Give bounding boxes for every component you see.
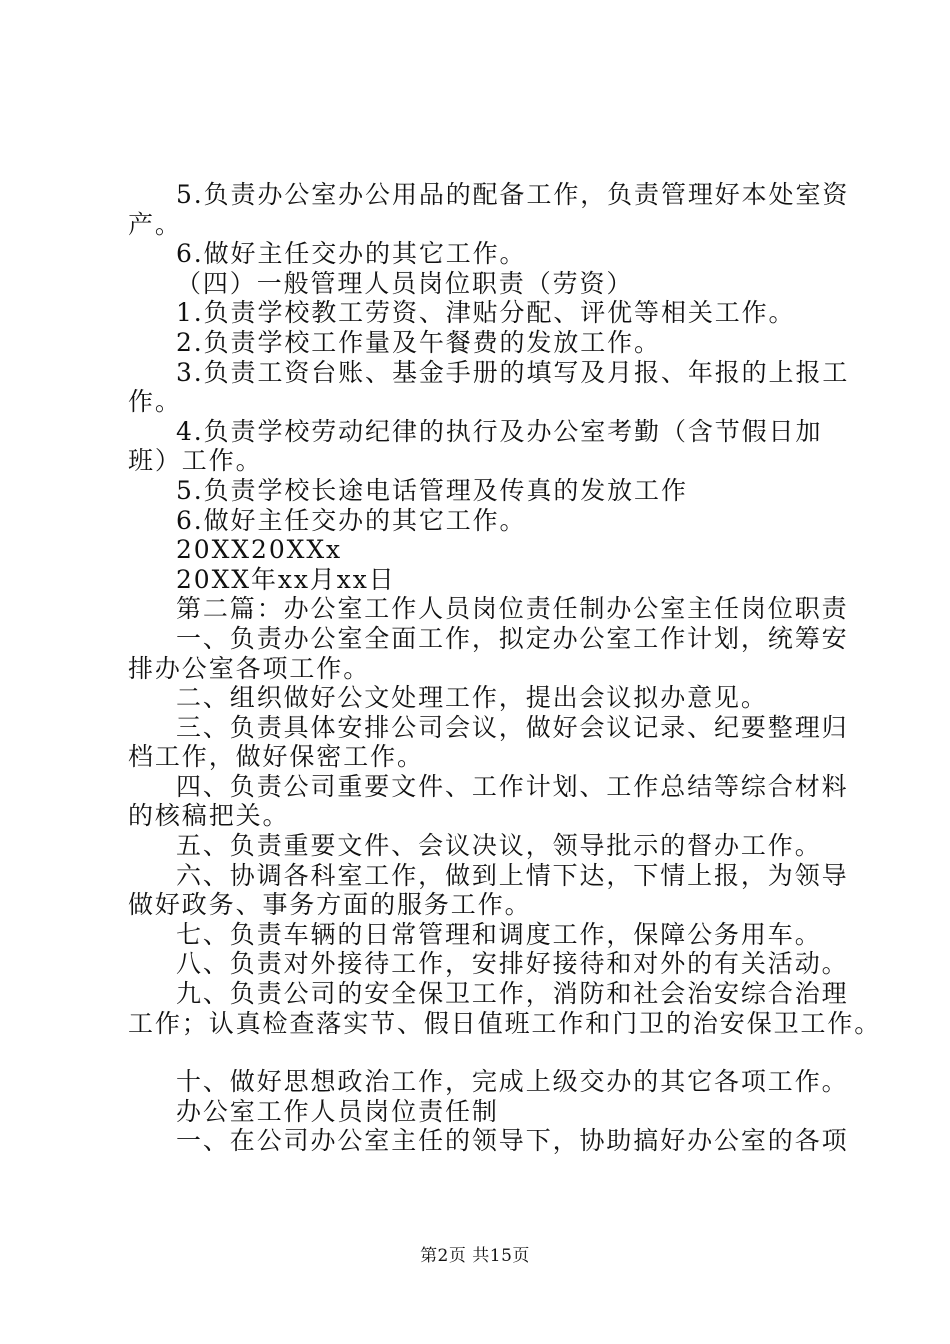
text-line: 二、组织做好公文处理工作，提出会议拟办意见。 (176, 683, 768, 713)
text-line: 班）工作。 (128, 446, 263, 476)
text-line: 五、负责重要文件、会议决议，领导批示的督办工作。 (176, 831, 822, 861)
page-footer: 第2页 共15页 (420, 1246, 530, 1266)
text-line: 四、负责公司重要文件、工作计划、工作总结等综合材料 (176, 771, 849, 801)
text-line: 八、负责对外接待工作，安排好接待和对外的有关活动。 (176, 949, 849, 979)
text-line: 九、负责公司的安全保卫工作，消防和社会治安综合治理 (176, 979, 849, 1009)
text-line: 一、负责办公室全面工作，拟定办公室工作计划，统筹安 (176, 623, 849, 653)
text-line: 3.负责工资台账、基金手册的填写及月报、年报的上报工 (176, 357, 850, 387)
text-line: 1.负责学校教工劳资、津贴分配、评优等相关工作。 (176, 298, 796, 328)
text-line: 5.负责办公室办公用品的配备工作，负责管理好本处室资 (176, 180, 850, 209)
text-line: 排办公室各项工作。 (128, 653, 371, 683)
text-line: 5.负责学校长途电话管理及传真的发放工作 (176, 475, 688, 505)
text-line: （四）一般管理人员岗位职责（劳资） (176, 268, 634, 298)
text-line: 做好政务、事务方面的服务工作。 (128, 890, 532, 920)
text-line: 6.做好主任交办的其它工作。 (176, 239, 527, 269)
text-line: 20XX20XXx (176, 535, 343, 565)
text-line: 六、协调各科室工作，做到上情下达，下情上报，为领导 (176, 860, 849, 890)
document-body (128, 180, 882, 1156)
text-line: 一、在公司办公室主任的领导下，协助搞好办公室的各项 (176, 1126, 849, 1156)
text-line: 十、做好思想政治工作，完成上级交办的其它各项工作。 (176, 1067, 849, 1097)
text-line: 办公室工作人员岗位责任制 (176, 1096, 499, 1126)
text-line: 产。 (128, 209, 182, 239)
text-line: 4.负责学校劳动纪律的执行及办公室考勤（含节假日加 (176, 416, 823, 446)
text-line: 20XX年xx月xx日 (176, 564, 396, 594)
text-line: 三、负责具体安排公司会议，做好会议记录、纪要整理归 (176, 712, 849, 742)
text-line: 2.负责学校工作量及午餐费的发放工作。 (176, 327, 661, 357)
text-line: 的核稿把关。 (128, 801, 290, 831)
text-line: 6.做好主任交办的其它工作。 (176, 505, 527, 535)
text-line: 作。 (128, 387, 182, 417)
text-line: 第二篇：办公室工作人员岗位责任制办公室主任岗位职责 (176, 594, 849, 624)
text-line: 档工作，做好保密工作。 (128, 742, 424, 772)
text-line: 工作；认真检查落实节、假日值班工作和门卫的治安保卫工作。 (128, 1008, 882, 1038)
blank-line (128, 1038, 828, 1067)
text-line: 七、负责车辆的日常管理和调度工作，保障公务用车。 (176, 919, 822, 949)
